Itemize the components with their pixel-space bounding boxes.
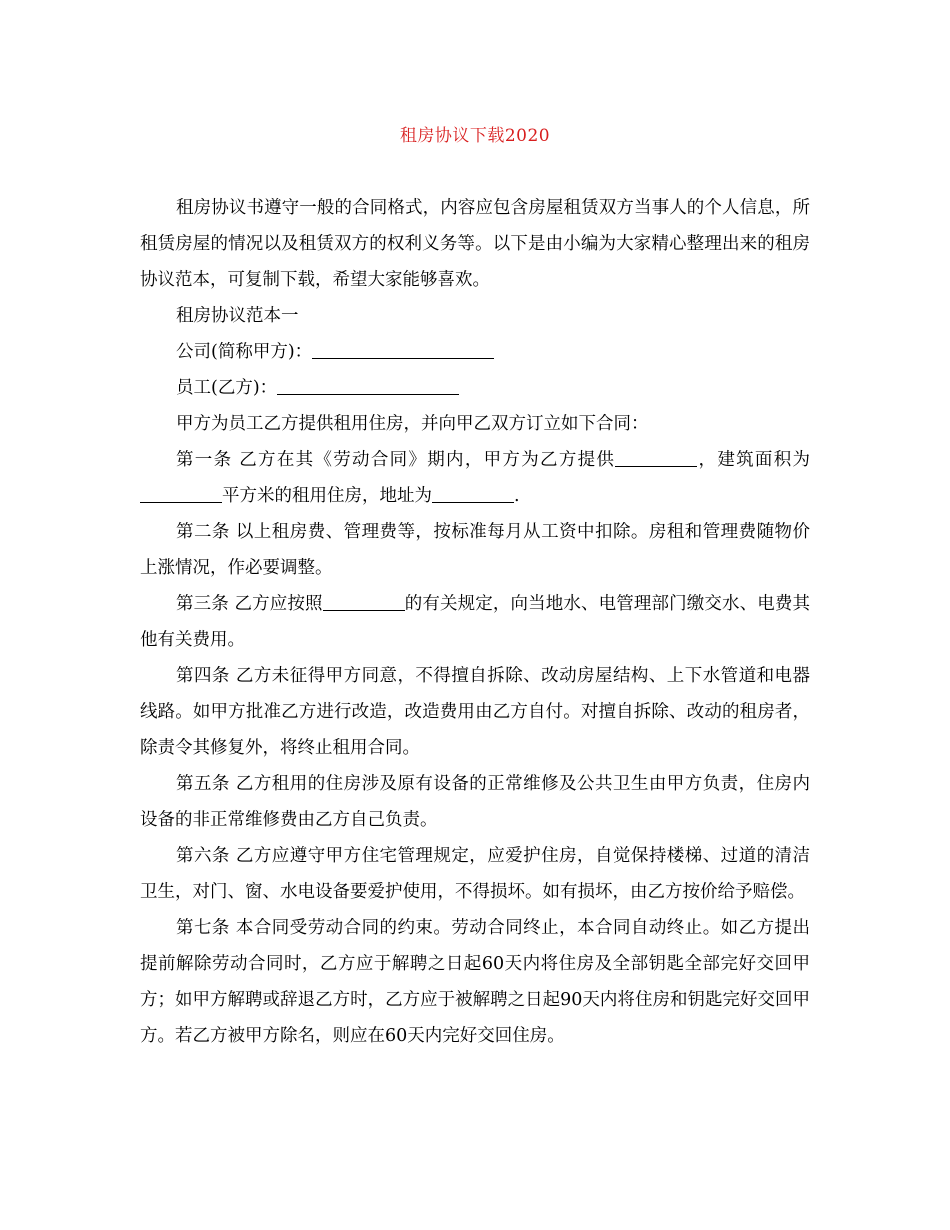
article-2: 第二条 以上租房费、管理费等，按标准每月从工资中扣除。房租和管理费随物价上涨情况，作必要调整。 — [140, 522, 810, 578]
article-4: 第四条 乙方未征得甲方同意，不得擅自拆除、改动房屋结构、上下水管道和电器线路。如甲方批准乙方进行改造，改造费用由乙方自付。对擅自拆除、改动的租房者，除责令其修复外，将终止租用合同。 — [140, 666, 810, 758]
party-b-blank — [277, 376, 459, 395]
party-b-label: 员工(乙方)： — [176, 378, 278, 398]
article-3-blank — [323, 592, 405, 611]
party-b-line — [140, 370, 810, 406]
article-7: 第七条 本合同受劳动合同的约束。劳动合同终止，本合同自动终止。如乙方提出提前解除劳动合同时，乙方应于解聘之日起60天内将住房及全部钥匙全部完好交回甲方；如甲方解聘或辞退乙方时，乙方应于被解聘之日起90天内将住房和钥匙完好交回甲方。若乙方被甲方除名，则应在60天内完好交回住房。 — [140, 918, 810, 1046]
article-5: 第五条 乙方租用的住房涉及原有设备的正常维修及公共卫生由甲方负责，住房内设备的非正常维修费由乙方自己负责。 — [140, 774, 810, 830]
article-1-text-4: . — [514, 486, 520, 506]
party-a-label: 公司(简称甲方)： — [176, 342, 313, 362]
article-3 — [140, 586, 810, 658]
article-1 — [140, 442, 810, 514]
article-1-blank-3 — [432, 484, 514, 503]
sample-heading: 租房协议范本一 — [176, 306, 299, 326]
document-body — [140, 190, 810, 1054]
party-a-line — [140, 334, 810, 370]
article-1-text-2: ，建筑面积为 — [697, 450, 811, 470]
party-a-blank — [312, 340, 494, 359]
article-3-text-1: 第三条 乙方应按照 — [176, 594, 323, 614]
article-1-blank-2 — [140, 484, 222, 503]
document-title: 租房协议下载2020 — [399, 126, 551, 146]
article-6: 第六条 乙方应遵守甲方住宅管理规定，应爱护住房，自觉保持楼梯、过道的清洁卫生，对门、窗、水电设备要爱护使用，不得损坏。如有损坏，由乙方按价给予赔偿。 — [140, 846, 810, 902]
article-3-text-2: 的有关规定，向当地水、电管理部门缴交水、电费其他有关费用。 — [140, 594, 811, 650]
intro-paragraph: 租房协议书遵守一般的合同格式，内容应包含房屋租赁双方当事人的个人信息，所租赁房屋的情况以及租赁双方的权利义务等。以下是由小编为大家精心整理出来的租房协议范本，可复制下载，希望大家能够喜欢。 — [140, 198, 810, 290]
article-1-blank-1 — [615, 448, 697, 467]
article-1-text-3: 平方米的租用住房，地址为 — [222, 486, 432, 506]
article-1-text-1: 第一条 乙方在其《劳动合同》期内，甲方为乙方提供 — [176, 450, 616, 470]
preamble-paragraph: 甲方为员工乙方提供租用住房，并向甲乙双方订立如下合同： — [176, 414, 649, 434]
